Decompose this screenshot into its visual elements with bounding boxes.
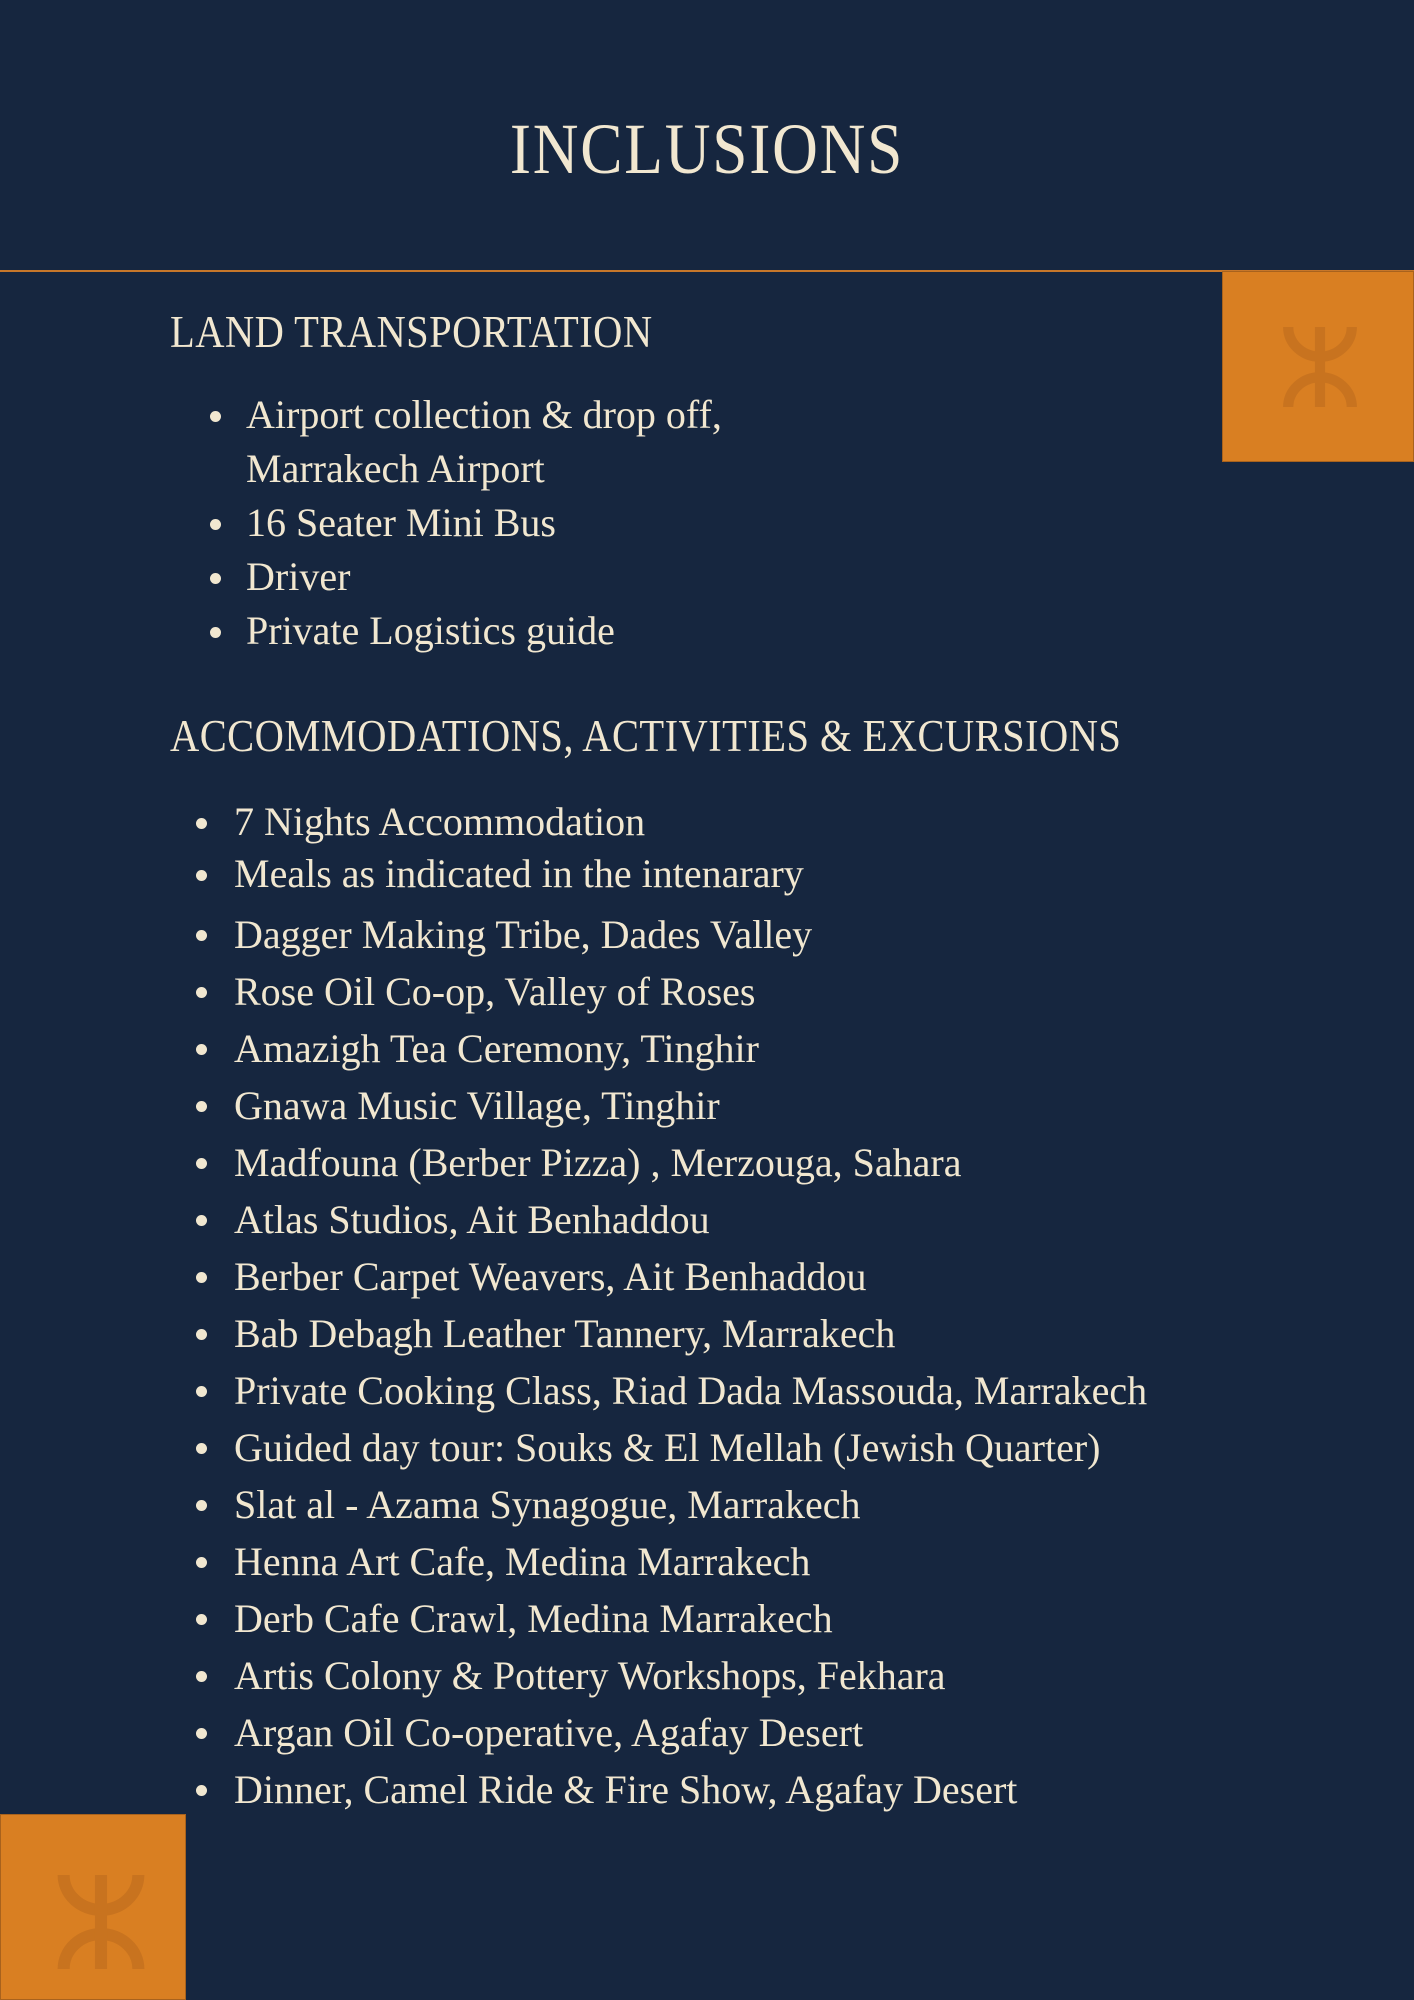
accommodations-activities-list <box>196 796 1147 1818</box>
list-item <box>196 796 1147 848</box>
list-item <box>196 1647 1147 1704</box>
bullet-icon <box>196 1272 207 1283</box>
bullet-icon <box>196 1158 207 1169</box>
title-divider <box>0 270 1414 272</box>
decorative-tile-bottom-left <box>0 1814 186 2000</box>
decorative-tile-top-right <box>1222 271 1414 462</box>
list-item <box>196 1362 1147 1419</box>
list-item-text: 7 Nights Accommodation <box>234 799 646 844</box>
list-item-text: Airport collection & drop off, <box>246 392 722 437</box>
bullet-icon <box>196 1557 207 1568</box>
bullet-icon <box>196 1215 207 1226</box>
bullet-icon <box>196 1329 207 1340</box>
list-item-text: Atlas Studios, Ait Benhaddou <box>234 1197 710 1242</box>
list-item <box>210 388 722 496</box>
list-item <box>210 550 722 604</box>
list-item <box>196 1134 1147 1191</box>
list-item-text: Henna Art Cafe, Medina Marrakech <box>234 1539 811 1584</box>
list-item-text: Rose Oil Co-op, Valley of Roses <box>234 969 756 1014</box>
list-item <box>196 906 1147 963</box>
list-item-text: Bab Debagh Leather Tannery, Marrakech <box>234 1311 896 1356</box>
list-item-text: Private Logistics guide <box>246 608 615 653</box>
bullet-icon <box>196 870 207 881</box>
list-item-text: Berber Carpet Weavers, Ait Benhaddou <box>234 1254 867 1299</box>
list-item <box>196 1533 1147 1590</box>
section-heading-land-transportation: LAND TRANSPORTATION <box>170 307 653 357</box>
bullet-icon <box>196 1728 207 1739</box>
bullet-icon <box>196 1044 207 1055</box>
bullet-icon <box>210 519 221 530</box>
bullet-icon <box>196 1386 207 1397</box>
bullet-icon <box>196 1614 207 1625</box>
list-item <box>210 496 722 550</box>
bullet-icon <box>210 573 221 584</box>
list-item-text: Amazigh Tea Ceremony, Tinghir <box>234 1026 759 1071</box>
bullet-icon <box>210 627 221 638</box>
bullet-icon <box>196 1500 207 1511</box>
list-item <box>196 1077 1147 1134</box>
list-item-text: Dagger Making Tribe, Dades Valley <box>234 912 813 957</box>
amazigh-symbol-icon <box>55 1875 147 1969</box>
list-item <box>196 1191 1147 1248</box>
bullet-icon <box>196 930 207 941</box>
bullet-icon <box>196 1443 207 1454</box>
section-heading-accommodations-activities: ACCOMMODATIONS, ACTIVITIES & EXCURSIONS <box>170 711 1122 761</box>
list-item <box>196 1590 1147 1647</box>
list-item-text: Gnawa Music Village, Tinghir <box>234 1083 720 1128</box>
list-item <box>196 848 1147 900</box>
list-item-text: Argan Oil Co-operative, Agafay Desert <box>234 1710 864 1755</box>
list-item <box>196 1761 1147 1818</box>
bullet-icon <box>196 1785 207 1796</box>
list-item <box>196 1305 1147 1362</box>
bullet-icon <box>210 411 221 422</box>
list-item <box>196 1248 1147 1305</box>
list-item-text: Dinner, Camel Ride & Fire Show, Agafay Desert <box>234 1767 1018 1812</box>
list-item-text: Artis Colony & Pottery Workshops, Fekhara <box>234 1653 946 1698</box>
amazigh-symbol-icon <box>1283 327 1357 407</box>
list-item-text: Derb Cafe Crawl, Medina Marrakech <box>234 1596 833 1641</box>
list-item-text: Driver <box>246 554 351 599</box>
list-item-text: Guided day tour: Souks & El Mellah (Jewish Quarter) <box>234 1425 1101 1470</box>
list-item <box>196 963 1147 1020</box>
bullet-icon <box>196 818 207 829</box>
list-item <box>196 1020 1147 1077</box>
list-item-text: Meals as indicated in the intenarary <box>234 851 804 896</box>
bullet-icon <box>196 987 207 998</box>
list-item-text: Madfouna (Berber Pizza) , Merzouga, Sahara <box>234 1140 962 1185</box>
list-item-text: Marrakech Airport <box>246 446 545 491</box>
list-item <box>210 604 722 658</box>
list-item-text: 16 Seater Mini Bus <box>246 500 556 545</box>
bullet-icon <box>196 1671 207 1682</box>
page-title: INCLUSIONS <box>509 109 905 189</box>
bullet-icon <box>196 1101 207 1112</box>
land-transportation-list <box>210 388 722 658</box>
list-item-text: Slat al - Azama Synagogue, Marrakech <box>234 1482 861 1527</box>
list-item-text: Private Cooking Class, Riad Dada Massouda, Marrakech <box>234 1368 1148 1413</box>
list-item <box>196 1476 1147 1533</box>
list-item <box>196 1704 1147 1761</box>
list-item <box>196 1419 1147 1476</box>
